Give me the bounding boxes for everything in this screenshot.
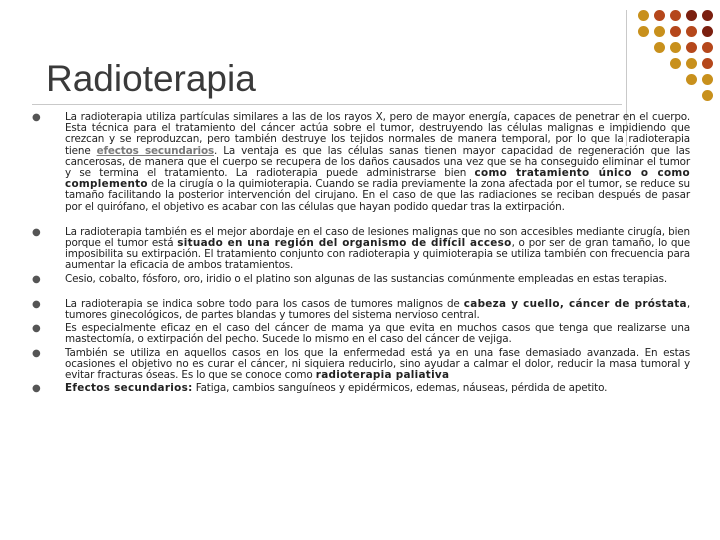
bullet-icon: ● — [32, 112, 41, 123]
text-run: Es especialmente eficaz en el caso del cáncer de mama ya que evita en muchos casos que tenga que realizarse una mastectomía, o extirpación del pecho. Sucede lo mismo en el caso del cáncer de vejiga. — [65, 322, 690, 346]
text-run: . La ventaja es que las células sanas tienen mayor capacidad de regeneración que las cancerosas, de manera que el cuerpo se recupera de los daños causados una vez que se ha conseguido eliminar el tumor y se termina el tratamiento. La radioterapia puede administrarse bien — [65, 144, 690, 180]
decorative-dot — [638, 26, 649, 37]
decorative-dot — [702, 10, 713, 21]
bullet-icon: ● — [32, 383, 41, 395]
slide-title: Radioterapia — [46, 58, 256, 99]
decorative-dot-grid — [638, 10, 718, 110]
decorative-dot — [702, 58, 713, 69]
decorative-dot — [686, 74, 697, 85]
bullet-item — [32, 382, 690, 395]
bullet-icon: ● — [32, 273, 41, 285]
decorative-dot — [654, 26, 665, 37]
bullet-item — [32, 346, 690, 382]
bullet-item — [32, 272, 690, 285]
text-run: , o por ser de gran tamaño, lo que imposibilita su extirpación. El tratamiento conjunto con radioterapia y quimioterapia se utiliza también con frecuencia para aumentar la eficacia de ambos tratamientos. — [65, 237, 690, 272]
decorative-dot — [686, 26, 697, 37]
decorative-dot — [670, 58, 681, 69]
decorative-dot — [654, 42, 665, 53]
text-run: , tumores ginecológicos, de partes blandas y tumores del sistema nervioso central. — [65, 297, 690, 322]
bullet-icon: ● — [32, 298, 41, 310]
bullet-item — [32, 297, 690, 322]
bold-text: radioterapia paliativa — [315, 369, 450, 382]
bold-text: situado en una región del organismo de difícil acceso — [177, 237, 512, 250]
decorative-dot — [638, 10, 649, 21]
text-run: También se utiliza en aquellos casos en los que la enfermedad está ya en una fase demasiado avanzada. En estas ocasiones el objetivo no es curar el cáncer, ni siquiera reducirlo, sino ayudar a calmar el dolor, reducir la masa tumoral y evitar fracturas óseas. Es lo que se conoce como — [65, 346, 690, 382]
bold-text: como tratamiento único o como complemento — [65, 167, 690, 191]
text-run: La radioterapia se indica sobre todo para los casos de tumores malignos de — [65, 297, 464, 310]
decorative-dot — [686, 58, 697, 69]
bullet-icon: ● — [32, 323, 41, 335]
bullet-icon: ● — [32, 347, 41, 359]
decorative-dot — [702, 42, 713, 53]
bullet-icon: ● — [32, 226, 41, 238]
text-run: Cesio, cobalto, fósforo, oro, iridio o el platino son algunas de las sustancias comúnmente empleadas en estas terapias. — [65, 272, 668, 285]
text-run: de la cirugía o la quimioterapia. Cuando se radia previamente la zona afectada por el tumor, se reduce su tamaño facilitando la posterior intervención del cirujano. En el caso de que las radiaciones se reciban después de pasar por el quirófano, el objetivo es acabar con las células que hayan podido quedar tras la extirpación. — [65, 178, 690, 213]
decorative-dot — [670, 26, 681, 37]
bullet-list — [32, 111, 690, 395]
bullet-item — [32, 225, 690, 272]
text-run: Fatiga, cambios sanguíneos y epidérmicos, edemas, náuseas, pérdida de apetito. — [192, 382, 608, 395]
decorative-dot — [702, 90, 713, 101]
bullet-item — [32, 322, 690, 346]
bold-text: cabeza y cuello, cáncer de próstata — [463, 297, 687, 310]
efectos-secundarios-link[interactable]: efectos secundarios — [96, 144, 214, 157]
decorative-dot — [670, 42, 681, 53]
decorative-dot — [670, 10, 681, 21]
decorative-dot — [702, 74, 713, 85]
bullet-item — [32, 111, 690, 213]
decorative-dot — [654, 10, 665, 21]
decorative-dot — [686, 42, 697, 53]
title-divider — [32, 104, 622, 105]
decorative-dot — [686, 10, 697, 21]
text-run: La radioterapia también es el mejor abordaje en el caso de lesiones malignas que no son accesibles mediante cirugía, bien porque el tumor está — [65, 225, 690, 250]
text-run: La radioterapia utiliza partículas similares a las de los rayos X, pero de mayor energía, capaces de penetrar en el cuerpo. Esta técnica para el tratamiento del cáncer actúa sobre el tumor, destruyendo las células malignas e impidiendo que crezcan y se reproduzcan, pero también destruye los tejidos normales de manera temporal, por lo que la radioterapia tiene — [65, 111, 690, 157]
decorative-dot — [702, 26, 713, 37]
bold-text: Efectos secundarios: — [65, 382, 193, 395]
